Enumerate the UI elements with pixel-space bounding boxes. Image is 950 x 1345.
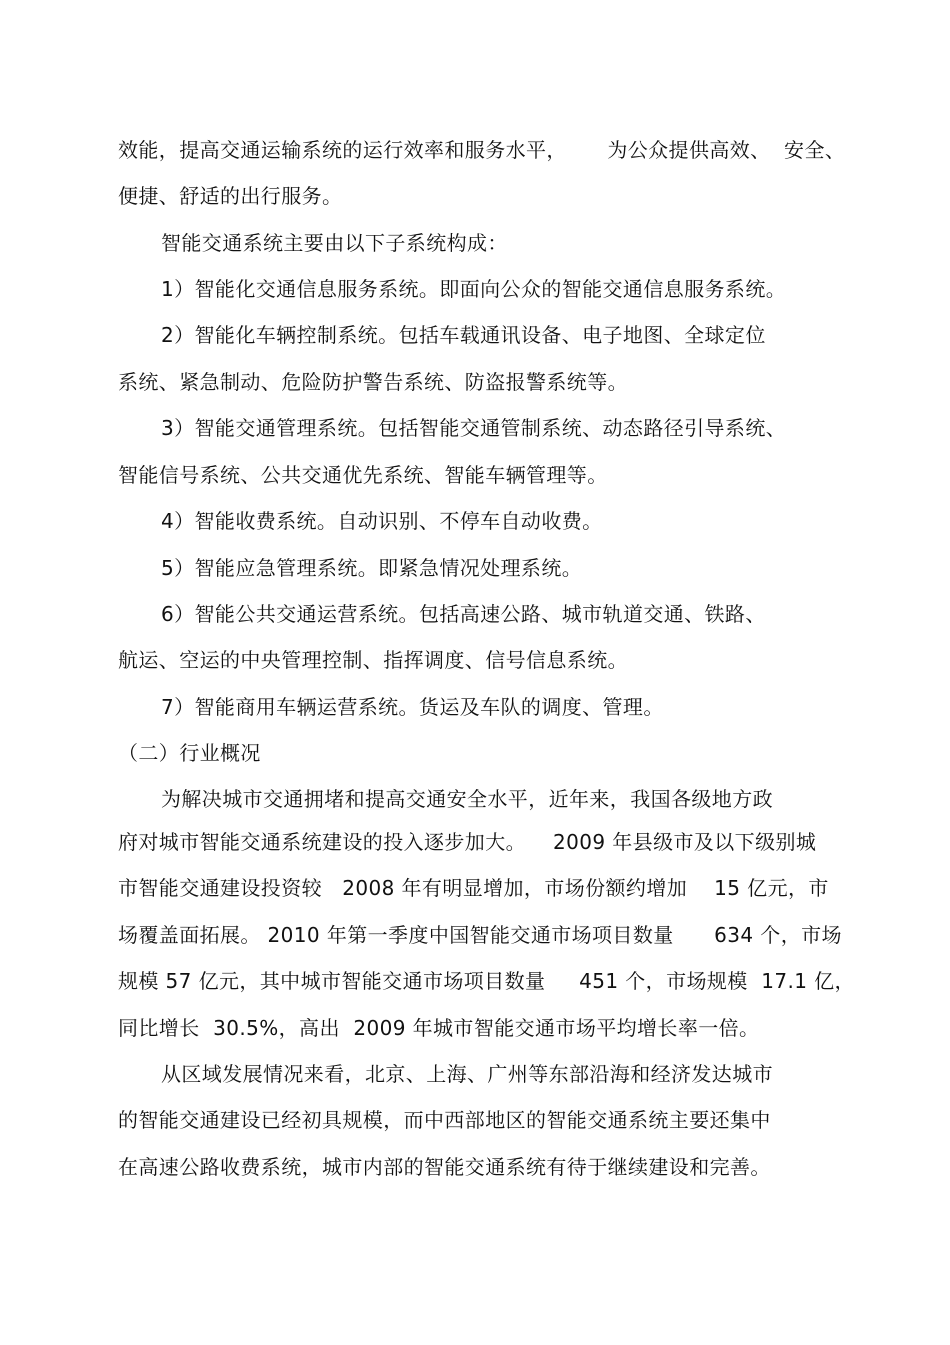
list-item: 3）智能交通管理系统。包括智能交通管制系统、动态路径引导系统、 [161, 416, 787, 440]
text-line: 便捷、舒适的出行服务。 [118, 184, 343, 208]
text-line: 场覆盖面拓展。 2010 年第一季度中国智能交通市场项目数量 634 个，市场 [118, 923, 842, 947]
text-line: 为解决城市交通拥堵和提高交通安全水平，近年来，我国各级地方政 [161, 787, 773, 811]
section-heading: （二）行业概况 [118, 741, 261, 765]
text-line: 智能交通系统主要由以下子系统构成： [161, 231, 508, 255]
text-line: 智能信号系统、公共交通优先系统、智能车辆管理等。 [118, 463, 608, 487]
text-line: 从区域发展情况来看，北京、上海、广州等东部沿海和经济发达城市 [161, 1062, 773, 1086]
list-item: 4）智能收费系统。自动识别、不停车自动收费。 [161, 509, 603, 533]
text-line: 的智能交通建设已经初具规模，而中西部地区的智能交通系统主要还集中 [118, 1108, 771, 1132]
list-item: 6）智能公共交通运营系统。包括高速公路、城市轨道交通、铁路、 [161, 602, 766, 626]
text-line: 规模 57 亿元，其中城市智能交通市场项目数量 451 个，市场规模 17.1 亿， [118, 969, 855, 993]
text-line: 系统、紧急制动、危险防护警告系统、防盗报警系统等。 [118, 370, 628, 394]
text-line: 同比增长 30.5%，高出 2009 年城市智能交通市场平均增长率一倍。 [118, 1016, 760, 1040]
text-line: 市智能交通建设投资较 2008 年有明显增加，市场份额约增加 15 亿元，市 [118, 876, 829, 900]
text-line: 府对城市智能交通系统建设的投入逐步加大。 2009 年县级市及以下级别城 [118, 830, 817, 854]
text-line: 航运、空运的中央管理控制、指挥调度、信号信息系统。 [118, 648, 628, 672]
list-item: 7）智能商用车辆运营系统。货运及车队的调度、管理。 [161, 695, 664, 719]
list-item: 1）智能化交通信息服务系统。即面向公众的智能交通信息服务系统。 [161, 277, 787, 301]
text-line: 效能，提高交通运输系统的运行效率和服务水平， 为公众提供高效、 安全、 [118, 138, 846, 162]
text-line: 在高速公路收费系统，城市内部的智能交通系统有待于继续建设和完善。 [118, 1155, 771, 1179]
list-item: 5）智能应急管理系统。即紧急情况处理系统。 [161, 556, 583, 580]
list-item: 2）智能化车辆控制系统。包括车载通讯设备、电子地图、全球定位 [161, 323, 766, 347]
